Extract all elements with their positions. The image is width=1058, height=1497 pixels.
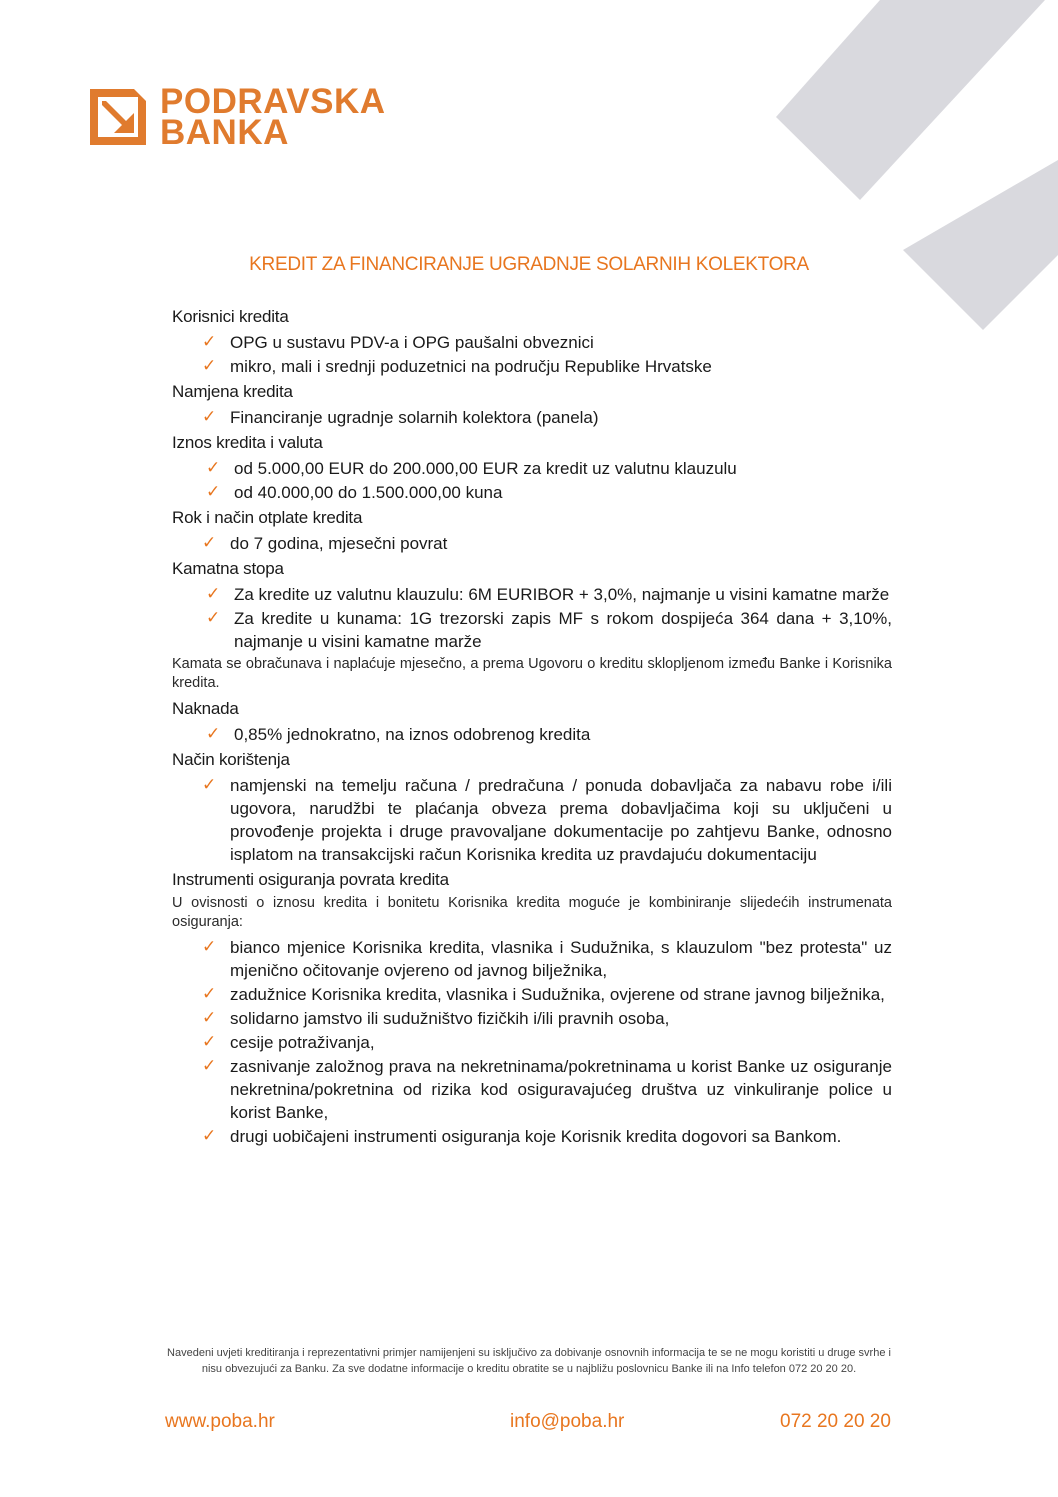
list-item: ✓ bianco mjenice Korisnika kredita, vlasnika i Sudužnika, s klauzulom "bez protesta" uz mjenično očitovanje ovjereno od javnog bilježnika, (202, 937, 892, 980)
section-heading-instrumenti: Instrumenti osiguranja povrata kredita (172, 870, 449, 889)
list-item: ✓ do 7 godina, mjesečni povrat (202, 533, 448, 553)
checkmark-icon: ✓ (206, 608, 221, 628)
list-item: ✓ namjenski na temelju računa / predračuna / ponuda dobavljača za nabavu robe i/ili ugovora, narudžbi te plaćanja obveza prema dobavljačima koji su uključeni u provođenje projekta i druge pravovaljane dokumentacije po zahtjevu Banke, odnosno isplatom na transakcijski račun Korisnika kredita uz pravdajuću dokumentaciju (202, 775, 892, 864)
section-heading-iznos: Iznos kredita i valuta (172, 433, 323, 452)
section-heading-nacin: Način korištenja (172, 750, 290, 769)
footer-phone[interactable]: 072 20 20 20 (780, 1411, 891, 1432)
logo-wordmark (160, 82, 386, 152)
list-item: ✓ mikro, mali i srednji poduzetnici na području Republike Hrvatske (202, 356, 712, 376)
list-rok (172, 532, 892, 555)
checkmark-icon: ✓ (202, 1056, 217, 1076)
list-item: ✓ od 40.000,00 do 1.500.000,00 kuna (206, 482, 503, 502)
logo-mark-icon (88, 87, 148, 147)
list-instrumenti (172, 936, 892, 1148)
list-item: ✓ zasnivanje založnog prava na nekretninama/pokretninama u korist Banke uz osiguranje nekretnina/pokretnina od rizika kod osiguravajućeg društva uz vinkuliranje police u korist Banke, (202, 1056, 892, 1122)
list-item: ✓ Financiranje ugradnje solarnih kolektora (panela) (202, 407, 599, 427)
disclaimer: Navedeni uvjeti kreditiranja i reprezentativni primjer namijenjeni su isključivo za dobivanje osnovnih informacija te se ne mogu koristiti u druge svrhe i nisu obvezujući za Banku. Za sve dodatne informacije o kreditu obratite se u najbližu poslovnicu Banke ili na Info telefon 072 20 20 20. (167, 1347, 891, 1375)
bank-logo (88, 82, 386, 152)
list-korisnici (172, 331, 892, 378)
checkmark-icon: ✓ (202, 356, 217, 376)
checkmark-icon: ✓ (202, 1126, 217, 1146)
checkmark-icon: ✓ (202, 1032, 217, 1052)
list-item: ✓ Za kredite uz valutnu klauzulu: 6M EURIBOR + 3,0%, najmanje u visini kamatne marže (206, 584, 890, 604)
list-item: ✓ 0,85% jednokratno, na iznos odobrenog kredita (206, 724, 591, 744)
list-item: ✓ OPG u sustavu PDV-a i OPG paušalni obveznici (202, 332, 594, 352)
section-heading-rok: Rok i način otplate kredita (172, 508, 363, 527)
checkmark-icon: ✓ (206, 584, 221, 604)
checkmark-icon: ✓ (206, 482, 221, 502)
document-body (172, 305, 892, 1150)
checkmark-icon: ✓ (202, 984, 217, 1004)
list-item: ✓ drugi uobičajeni instrumenti osiguranja koje Korisnik kredita dogovori sa Bankom. (202, 1126, 842, 1146)
list-item: ✓ Za kredite u kunama: 1G trezorski zapis MF s rokom dospijeća 364 dana + 3,10%, najmanje u visini kamatne marže (206, 608, 892, 651)
checkmark-icon: ✓ (206, 458, 221, 478)
footer-email-link[interactable]: info@poba.hr (510, 1411, 625, 1432)
section-heading-kamatna: Kamatna stopa (172, 559, 284, 578)
footer-website-link[interactable]: www.poba.hr (165, 1411, 275, 1432)
kamatna-note: Kamata se obračunava i naplaćuje mjesečno, a prema Ugovoru o kreditu sklopljenom između Banke i Korisnika kredita. (172, 656, 892, 691)
list-kamatna (172, 583, 892, 653)
list-nacin (172, 774, 892, 866)
list-item: ✓ od 5.000,00 EUR do 200.000,00 EUR za kredit uz valutnu klauzulu (206, 458, 737, 478)
logo-line2: BANKA (160, 113, 289, 152)
checkmark-icon: ✓ (202, 775, 217, 795)
document-title: KREDIT ZA FINANCIRANJE UGRADNJE SOLARNIH KOLEKTORA (249, 254, 809, 275)
list-iznos (172, 457, 892, 504)
list-namjena (172, 406, 892, 429)
section-heading-naknada: Naknada (172, 699, 239, 718)
list-item: ✓ cesije potraživanja, (202, 1032, 375, 1052)
decorative-diagonal-bands (0, 0, 1058, 340)
instrumenti-intro: U ovisnosti o iznosu kredita i bonitetu Korisnika kredita moguće je kombiniranje slijedećih instrumenata osiguranja: (172, 895, 892, 930)
checkmark-icon: ✓ (202, 937, 217, 957)
list-naknada (172, 723, 892, 746)
checkmark-icon: ✓ (202, 332, 217, 352)
checkmark-icon: ✓ (202, 1008, 217, 1028)
checkmark-icon: ✓ (202, 407, 217, 427)
section-heading-namjena: Namjena kredita (172, 382, 293, 401)
logo-line1: PODRAVSKA (160, 82, 386, 121)
checkmark-icon: ✓ (206, 724, 221, 744)
section-heading-korisnici: Korisnici kredita (172, 307, 289, 326)
checkmark-icon: ✓ (202, 533, 217, 553)
list-item: ✓ solidarno jamstvo ili sudužništvo fizičkih i/ili pravnih osoba, (202, 1008, 670, 1028)
list-item: ✓ zadužnice Korisnika kredita, vlasnika i Sudužnika, ovjerene od strane javnog bilježnika, (202, 984, 885, 1004)
